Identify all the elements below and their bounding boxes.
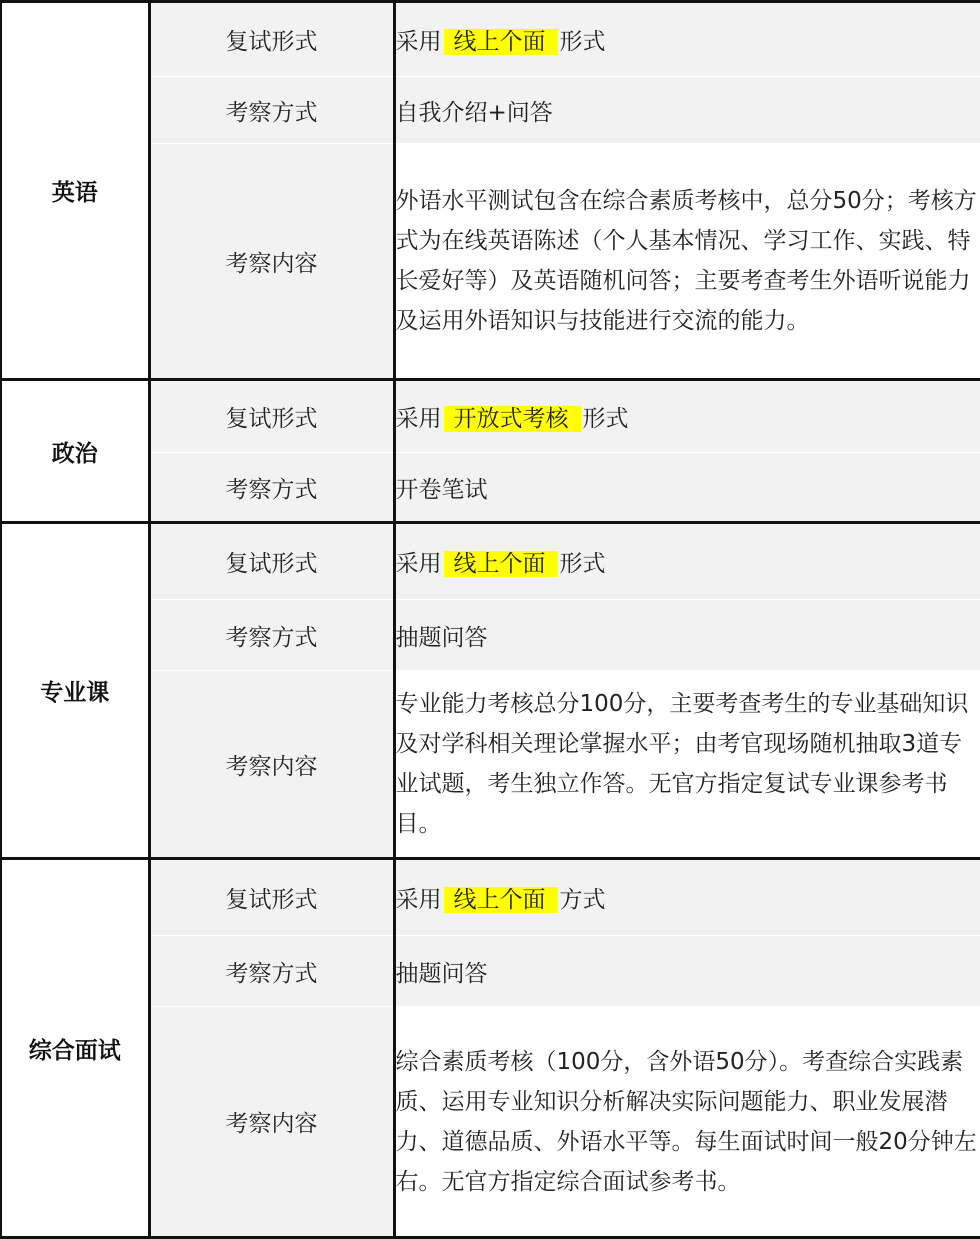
row-value: 综合素质考核（100分，含外语50分）。考查综合实践素质、运用专业知识分析解决实际问题能力、职业发展潜力、道德品质、外语水平等。每生面试时间一般20分钟左右。无官方指定综合面试参考书。 (394, 1007, 980, 1238)
row-value (394, 523, 980, 600)
value-suffix: 形式 (559, 29, 606, 55)
row-value: 抽题问答 (394, 600, 980, 671)
row-value (394, 859, 980, 936)
row-value: 外语水平测试包含在综合素质考核中，总分50分；考核方式为在线英语陈述（个人基本情况、学习工作、实践、特长爱好等）及英语随机问答；主要考查考生外语听说能力及运用外语知识与技能进行交流的能力。 (394, 144, 980, 380)
row-label: 复试形式 (149, 2, 394, 77)
value-suffix: 形式 (559, 551, 606, 577)
value-suffix: 形式 (582, 406, 629, 432)
row-label: 考察方式 (149, 77, 394, 144)
value-prefix: 采用 (395, 29, 442, 55)
row-value (394, 380, 980, 453)
value-prefix: 采用 (395, 887, 442, 913)
section-category-english: 英语 (1, 2, 149, 380)
table-row (1, 523, 980, 600)
row-label: 复试形式 (149, 859, 394, 936)
highlighted-text: 线上个面 (444, 29, 558, 55)
row-label: 复试形式 (149, 523, 394, 600)
row-value (394, 2, 980, 77)
section-category-politics: 政治 (1, 380, 149, 523)
row-label: 考察内容 (149, 144, 394, 380)
value-prefix: 采用 (395, 406, 442, 432)
table-row (1, 2, 980, 77)
row-label: 复试形式 (149, 380, 394, 453)
row-value: 抽题问答 (394, 936, 980, 1007)
row-label: 考察方式 (149, 936, 394, 1007)
row-value: 专业能力考核总分100分，主要考查考生的专业基础知识及对学科相关理论掌握水平；由考官现场随机抽取3道专业试题，考生独立作答。无官方指定复试专业课参考书目。 (394, 671, 980, 859)
table-row (1, 380, 980, 453)
row-label: 考察内容 (149, 671, 394, 859)
row-label: 考察内容 (149, 1007, 394, 1238)
value-suffix: 方式 (559, 887, 606, 913)
row-label: 考察方式 (149, 600, 394, 671)
section-category-major-course: 专业课 (1, 523, 149, 859)
row-label: 考察方式 (149, 453, 394, 523)
highlighted-text: 开放式考核 (444, 406, 581, 432)
highlighted-text: 线上个面 (444, 551, 558, 577)
row-value: 开卷笔试 (394, 453, 980, 523)
row-value: 自我介绍+问答 (394, 77, 980, 144)
highlighted-text: 线上个面 (444, 887, 558, 913)
section-category-comprehensive-interview: 综合面试 (1, 859, 149, 1238)
table-row (1, 859, 980, 936)
value-prefix: 采用 (395, 551, 442, 577)
